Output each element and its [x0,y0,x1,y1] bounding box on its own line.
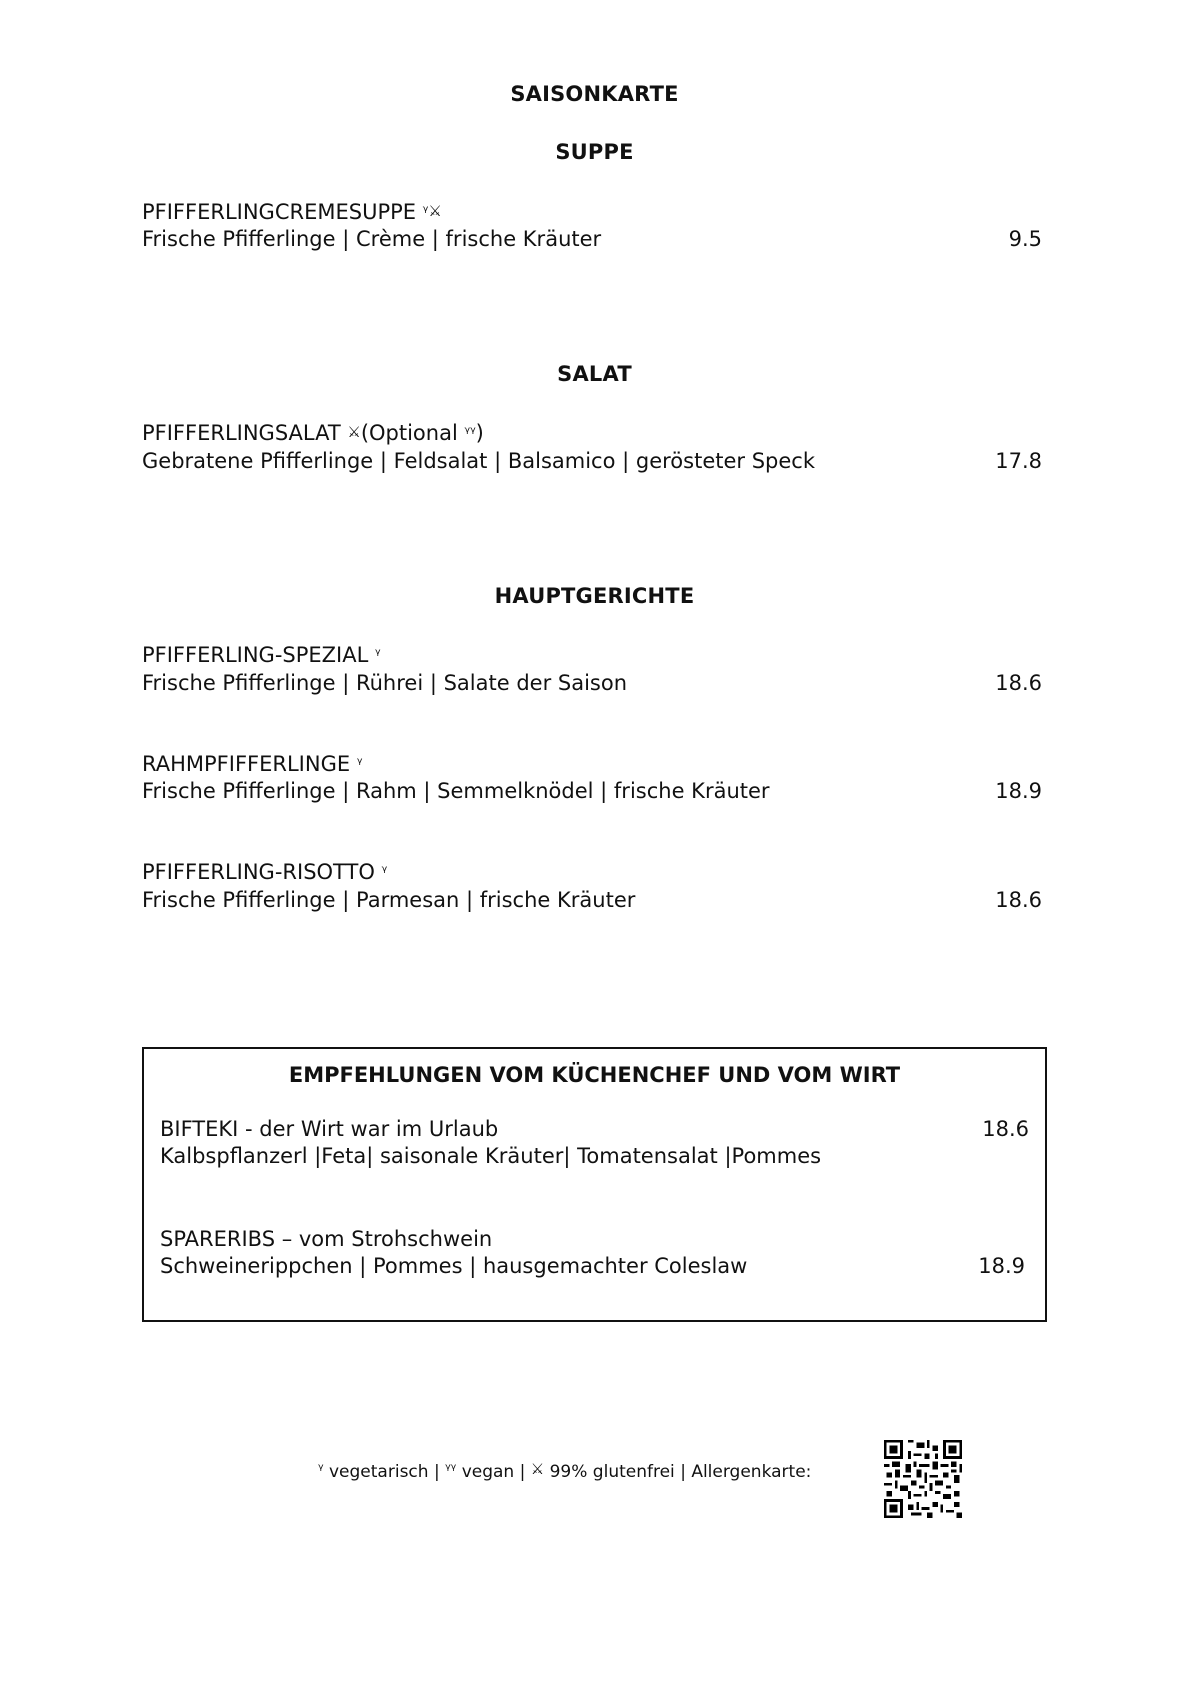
glutenfree-icon: ⚔ [530,1460,545,1478]
dish-price: 18.6 [982,1117,1029,1141]
recommendations-box [142,1047,1047,1322]
dish-name [142,860,387,884]
vegetarian-icon: ᵞ [356,754,363,772]
dish-price: 9.5 [1008,227,1042,251]
legend-separator: | [433,1462,440,1482]
vegetarian-icon: ᵞ [318,1460,324,1478]
dish-name-text: PFIFFERLING-SPEZIAL [142,643,369,667]
legend [318,1462,811,1482]
dish-name [142,643,381,667]
dish-price: 18.6 [995,888,1042,912]
dish-description: Gebratene Pfifferlinge | Feldsalat | Balsamico | gerösteter Speck [142,449,815,473]
section-title-salat: SALAT [557,362,632,386]
vegetarian-icon: ᵞ [375,645,381,663]
vegan-icon: ᵞᵞ [464,423,476,441]
legend-separator: | [680,1462,686,1482]
section-title-hauptgerichte: HAUPTGERICHTE [494,584,695,608]
dish-name-text: PFIFFERLINGSALAT [142,421,341,445]
dish-name [142,200,442,224]
legend-separator: | [519,1462,526,1482]
glutenfree-icon: ⚔ [347,423,361,441]
dish-description: Schweinerippchen | Pommes | hausgemachter Coleslaw [160,1254,748,1278]
dish-description: Frische Pfifferlinge | Rührei | Salate der Saison [142,671,628,695]
section-title-suppe: SUPPE [555,140,634,164]
dish-name: BIFTEKI - der Wirt war im Urlaub [160,1117,499,1141]
dish-price: 18.9 [978,1254,1025,1278]
legend-allergen: Allergenkarte: [691,1462,812,1482]
dish-name-text: RAHMPFIFFERLINGE [142,752,351,776]
dish-name [142,421,484,445]
dish-option-close: ) [475,421,484,445]
legend-vegan: vegan [461,1462,515,1482]
vegetarian-icon: ᵞ [381,862,388,880]
dish-option-text: (Optional [360,421,458,445]
dish-name: SPARERIBS – vom Strohschwein [160,1227,493,1251]
recommendations-title: EMPFEHLUNGEN VOM KÜCHENCHEF UND VOM WIRT [288,1063,901,1087]
dish-name [142,752,362,776]
dish-description: Frische Pfifferlinge | Rahm | Semmelknödel | frische Kräuter [142,779,770,803]
dish-description: Frische Pfifferlinge | Parmesan | frische Kräuter [142,888,636,912]
vegetarian-icon: ᵞ [422,202,429,220]
dish-price: 18.6 [995,671,1042,695]
dish-price: 17.8 [995,449,1042,473]
dish-name-text: PFIFFERLINGCREMESUPPE [142,200,417,224]
glutenfree-icon: ⚔ [428,202,442,220]
page-title: SAISONKARTE [510,82,679,106]
vegan-icon: ᵞᵞ [445,1460,457,1478]
legend-vegetarian: vegetarisch [329,1462,429,1482]
dish-name-text: PFIFFERLING-RISOTTO [142,860,375,884]
dish-description: Kalbspflanzerl |Feta| saisonale Kräuter| Tomatensalat |Pommes [160,1144,822,1168]
legend-glutenfree: 99% glutenfrei [549,1462,675,1482]
dish-description: Frische Pfifferlinge | Crème | frische Kräuter [142,227,602,251]
qr-code-icon[interactable] [884,1440,962,1518]
dish-price: 18.9 [995,779,1042,803]
